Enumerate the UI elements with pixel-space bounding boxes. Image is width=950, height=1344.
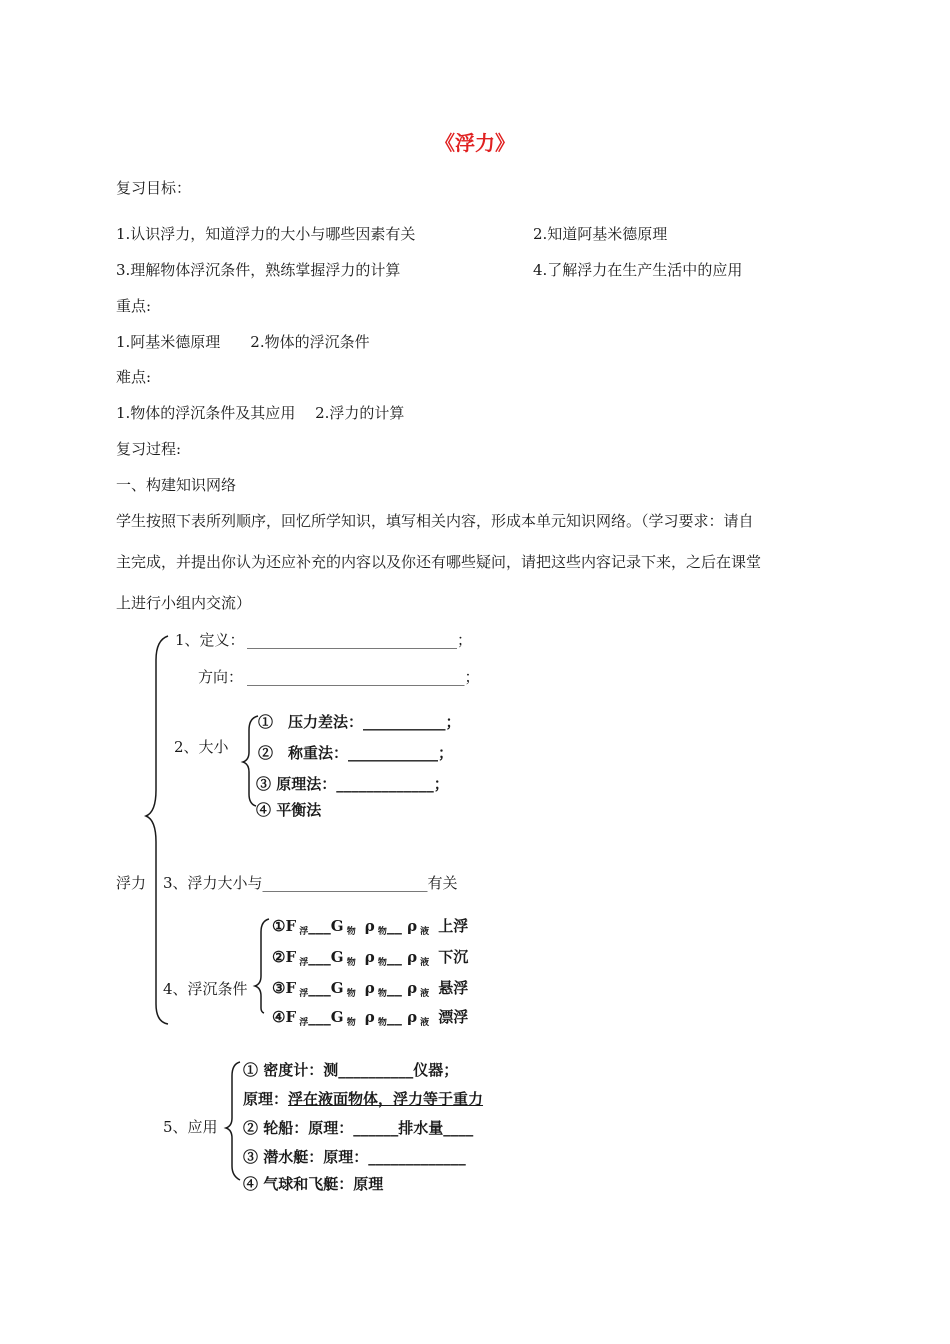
app-principle-label: 原理： (243, 1090, 289, 1108)
goal-3: 3.理解物体浮沉条件，熟练掌握浮力的计算 (116, 261, 401, 279)
blank: ___ (308, 948, 331, 966)
condition-number: ③ (272, 979, 286, 997)
definition-label: 1、定义： (175, 631, 245, 649)
size-item-weighing[interactable]: ② 称重法：____________； (258, 744, 454, 762)
density-symbol: ρ (407, 948, 418, 966)
application-label: 5、应用 (163, 1118, 218, 1136)
factor-line[interactable]: 3、浮力大小与______________________有关 (163, 874, 458, 892)
blank: __ (386, 1008, 408, 1026)
condition-row[interactable] (272, 948, 468, 972)
condition-number: ④ (272, 1008, 286, 1026)
density-symbol: ρ (407, 1008, 418, 1026)
paragraph-line: 主完成，并提出你认为还应补充的内容以及你还有哪些疑问，请把这些内容记录下来，之后在课堂 (116, 553, 762, 571)
difficult-heading: 难点: (116, 368, 152, 386)
subscript: 物 (374, 927, 387, 937)
density-symbol: ρ (364, 979, 375, 997)
paragraph-line: 学生按照下表所列顺序，回忆所学知识，填写相关内容，形成本单元知识网络。（学习要求：请自 (116, 512, 754, 530)
density-symbol: ρ (364, 917, 375, 935)
size-item-principle[interactable]: ③ 原理法：_____________； (256, 775, 449, 793)
subscript: 物 (343, 927, 365, 937)
direction-label: 方向： (198, 668, 244, 686)
blank: __ (386, 917, 408, 935)
main-brace (146, 636, 168, 1024)
blank: __ (386, 948, 408, 966)
app-cutoff (243, 1175, 403, 1193)
key-text: 1.阿基米德原理 2.物体的浮沉条件 (116, 333, 370, 351)
force-symbol: F (285, 948, 297, 966)
condition-result: 漂浮 (438, 1008, 469, 1026)
goal-1: 1.认识浮力，知道浮力的大小与哪些因素有关 (116, 225, 416, 243)
subscript: 液 (417, 958, 439, 968)
condition-row[interactable] (272, 917, 468, 941)
subscript: 浮 (296, 989, 309, 999)
goal-4: 4.了解浮力在生产生活中的应用 (533, 261, 743, 279)
app-densimeter-principle (243, 1090, 483, 1108)
subscript: 液 (417, 927, 439, 937)
condition-label: 4、浮沉条件 (163, 980, 248, 998)
force-symbol: F (285, 979, 297, 997)
direction-blank[interactable]: _____________________________； (247, 668, 480, 686)
app-ship[interactable]: ② 轮船：原理：______排水量____ (243, 1119, 474, 1137)
size-item-pressure-difference[interactable]: ① 压力差法：___________； (258, 713, 461, 731)
subscript: 液 (417, 989, 439, 999)
subscript: 物 (374, 1018, 387, 1028)
subscript: 浮 (296, 958, 309, 968)
density-symbol: ρ (407, 917, 418, 935)
condition-number: ① (272, 917, 286, 935)
subscript: 浮 (296, 927, 309, 937)
subscript: 液 (417, 1018, 439, 1028)
condition-result: 下沉 (438, 948, 469, 966)
subscript: 浮 (296, 1018, 309, 1028)
gravity-symbol: G (330, 917, 344, 935)
size-label: 2、大小 (174, 738, 229, 756)
subscript: 物 (374, 989, 387, 999)
size-item-cutoff (256, 801, 376, 819)
app-submarine[interactable]: ③ 潜水艇：原理：_____________ (243, 1148, 466, 1166)
subscript: 物 (343, 958, 365, 968)
gravity-symbol: G (330, 979, 344, 997)
condition-row[interactable] (272, 1008, 512, 1028)
blank: ___ (308, 1008, 331, 1026)
difficult-text: 1.物体的浮沉条件及其应用 2.浮力的计算 (116, 404, 405, 422)
blank: ___ (308, 979, 331, 997)
size-item-balance[interactable]: ④ 平衡法 (256, 801, 322, 819)
condition-number: ② (272, 948, 286, 966)
goals-heading: 复习目标： (116, 179, 192, 197)
gravity-symbol: G (330, 1008, 344, 1026)
process-heading: 复习过程: (116, 440, 182, 458)
condition-row[interactable] (272, 979, 468, 1003)
force-symbol: F (285, 1008, 297, 1026)
blank: __ (386, 979, 408, 997)
subscript: 物 (374, 958, 387, 968)
application-brace (226, 1062, 240, 1180)
root-label: 浮力 (116, 874, 147, 892)
app-principle-text: 浮在液面物体，浮力等于重力 (288, 1090, 484, 1108)
condition-brace (255, 919, 269, 1013)
definition-blank[interactable]: ____________________________； (247, 631, 473, 649)
gravity-symbol: G (330, 948, 344, 966)
app-balloon[interactable]: ④ 气球和飞艇：原理 (243, 1175, 384, 1193)
blank: ___ (308, 917, 331, 935)
density-symbol: ρ (364, 948, 375, 966)
paragraph-line: 上进行小组内交流） (116, 594, 252, 612)
key-heading: 重点: (116, 297, 152, 315)
page-title: 《浮力》 (435, 131, 515, 155)
condition-result: 上浮 (438, 917, 469, 935)
subscript: 物 (343, 989, 365, 999)
force-symbol: F (285, 917, 297, 935)
goal-2: 2.知道阿基米德原理 (533, 225, 668, 243)
density-symbol: ρ (407, 979, 418, 997)
app-densimeter[interactable]: ① 密度计：测__________仪器； (243, 1061, 459, 1079)
condition-result: 悬浮 (438, 979, 469, 997)
subscript: 物 (343, 1018, 365, 1028)
section-heading: 一、构建知识网络 (116, 476, 237, 494)
density-symbol: ρ (364, 1008, 375, 1026)
